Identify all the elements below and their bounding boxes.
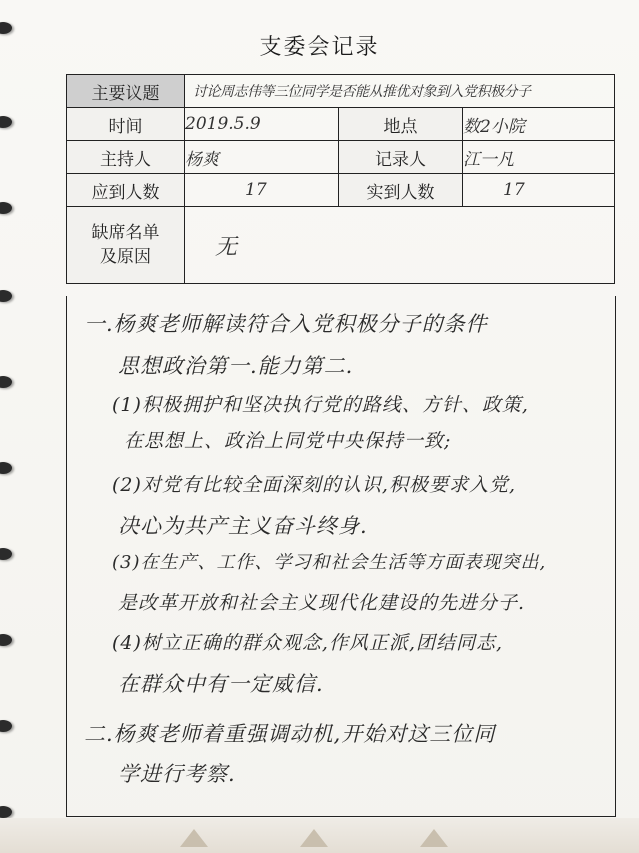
minutes-line: (1)积极拥护和坚决执行党的路线、方针、政策, — [112, 394, 529, 416]
decorative-shape — [180, 829, 208, 847]
actual-value: 17 — [463, 174, 615, 207]
binding-ring — [0, 634, 12, 646]
minutes-line: 在思想上、政治上同党中央保持一致; — [124, 430, 452, 452]
minutes-line: 学进行考察. — [118, 762, 236, 786]
minutes-line: 是改革开放和社会主义现代化建设的先进分子. — [118, 592, 526, 614]
binding-ring — [0, 290, 12, 302]
minutes-line: 决心为共产主义奋斗终身. — [118, 514, 368, 538]
spiral-binding — [0, 0, 22, 853]
place-label: 地点 — [339, 108, 463, 141]
binding-ring — [0, 202, 12, 214]
time-value: 2019.5.9 — [185, 108, 339, 141]
recorder-label: 记录人 — [339, 141, 463, 174]
absent-label-line-1: 缺席名单 — [91, 223, 160, 243]
decorative-shape — [420, 829, 448, 847]
minutes-line: (2)对党有比较全面深刻的认识,积极要求入党, — [112, 474, 516, 496]
recorder-value: 江一凡 — [463, 141, 615, 174]
minutes-line: 在群众中有一定威信. — [118, 672, 324, 696]
topic-label: 主要议题 — [67, 75, 185, 108]
absent-label — [67, 207, 185, 284]
binding-ring — [0, 548, 12, 560]
expected-value: 17 — [185, 174, 339, 207]
minutes-line: 一.杨爽老师解读符合入党积极分子的条件 — [84, 312, 488, 336]
binding-ring — [0, 462, 12, 474]
minutes-line: 思想政治第一.能力第二. — [118, 354, 354, 378]
time-label: 时间 — [67, 108, 185, 141]
page-title: 支委会记录 — [259, 35, 380, 60]
topic-value: 讨论周志伟等三位同学是否能从推优对象到入党积极分子 — [185, 75, 615, 108]
meeting-info-table — [66, 74, 615, 284]
host-label: 主持人 — [67, 141, 185, 174]
binding-ring — [0, 376, 12, 388]
host-value: 杨爽 — [185, 141, 339, 174]
minutes-line: 二.杨爽老师着重强调动机,开始对这三位同 — [84, 722, 496, 746]
decorative-shape — [300, 829, 328, 847]
minutes-line: (4)树立正确的群众观念,作风正派,团结同志, — [112, 632, 504, 654]
place-value: 数2小院 — [463, 108, 615, 141]
binding-ring — [0, 720, 12, 732]
time-place-row — [67, 108, 615, 141]
binding-ring — [0, 806, 12, 818]
expected-label: 应到人数 — [67, 174, 185, 207]
absent-label-line-2: 及原因 — [100, 247, 151, 267]
binding-ring — [0, 116, 12, 128]
actual-label: 实到人数 — [339, 174, 463, 207]
minutes-line: (3)在生产、工作、学习和社会生活等方面表现突出, — [112, 552, 547, 573]
absent-value: 无 — [185, 207, 615, 284]
absent-row — [67, 207, 615, 284]
host-recorder-row — [67, 141, 615, 174]
topic-row — [67, 75, 615, 108]
page-bottom-decoration — [0, 818, 639, 853]
attendance-row — [67, 174, 615, 207]
